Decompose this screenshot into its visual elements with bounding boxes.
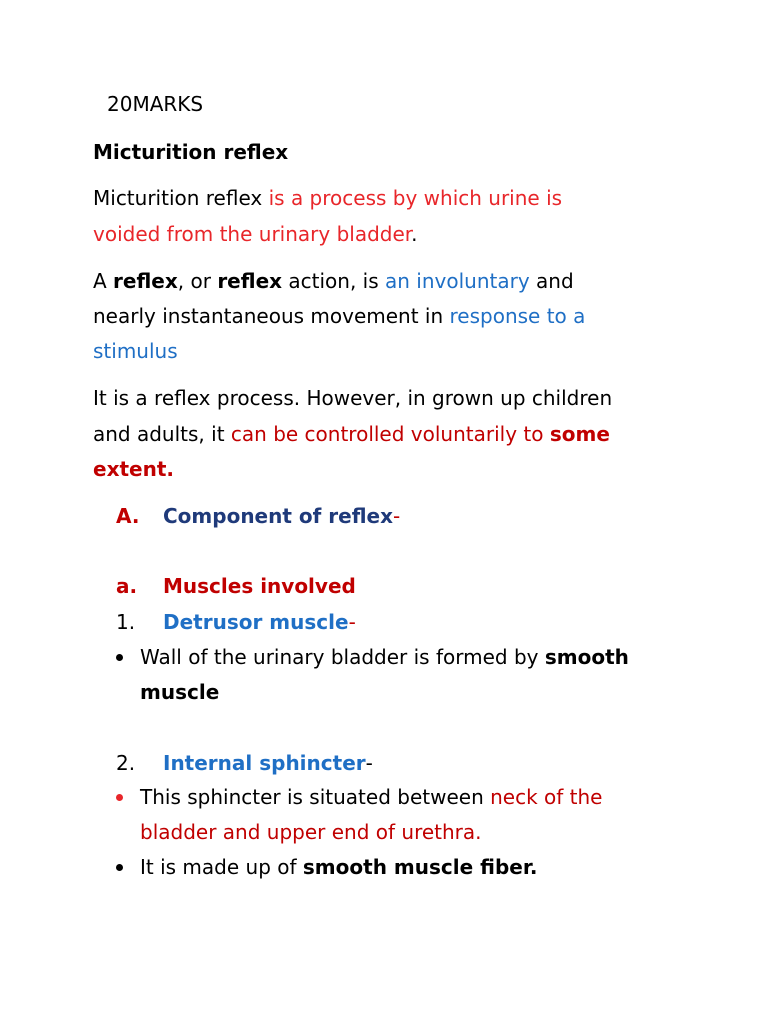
definition-period: . [411, 222, 418, 246]
item-2-bullet-2 [140, 855, 537, 879]
control-red-text: can be controlled voluntarily to [230, 422, 544, 446]
reflex-stimulus: stimulus [93, 339, 178, 363]
reflex-line2-text: nearly instantaneous movement in [93, 304, 444, 328]
section-a-sub-marker: a. [116, 574, 138, 598]
section-a-marker: A. [116, 504, 140, 528]
item-1-bullet-line-1 [140, 645, 629, 669]
item-2-bullet-2-bold: smooth muscle fiber. [302, 855, 538, 879]
reflex-involuntary: an involuntary [385, 269, 530, 293]
reflex-response: response to a [449, 304, 586, 328]
control-some: some [549, 422, 610, 446]
definition-line-2 [93, 222, 418, 246]
item-2-dash: - [365, 751, 373, 775]
section-a-label: Component of reflex [163, 504, 393, 528]
item-2-label: Internal sphincter [163, 751, 366, 775]
marks-label: 20MARKS [107, 92, 204, 116]
reflex-action: action, is [288, 269, 379, 293]
item-1-number: 1. [116, 610, 136, 634]
definition-red-text: is a process by which urine is [268, 186, 563, 210]
item-2-heading [163, 751, 373, 775]
item-2-bullet-1-red-2: bladder and upper end of urethra. [140, 820, 482, 844]
section-a-heading [163, 504, 400, 528]
definition-red-text-2: voided from the urinary bladder [93, 222, 412, 246]
bullet-dot [116, 794, 123, 801]
reflex-or: , or [177, 269, 211, 293]
bullet-dot [116, 864, 123, 871]
page-title: Micturition reflex [93, 140, 289, 164]
item-1-heading [163, 610, 356, 634]
control-line-2 [93, 422, 610, 446]
item-1-label: Detrusor muscle [163, 610, 349, 634]
item-1-bullet-bold-1: smooth [544, 645, 629, 669]
item-1-dash: - [348, 610, 356, 634]
control-line-1: It is a reflex process. However, in grown up children [93, 386, 613, 410]
section-a-dash: - [393, 504, 401, 528]
reflex-word-2: reflex [217, 269, 283, 293]
section-a-sub-label: Muscles involved [163, 574, 356, 598]
control-line2-start: and adults, it [93, 422, 225, 446]
definition-subject: Micturition reflex [93, 186, 263, 210]
reflex-word-1: reflex [113, 269, 178, 293]
reflex-def-line-1 [93, 269, 574, 293]
item-1-bullet-text: Wall of the urinary bladder is formed by [140, 645, 539, 669]
bullet-dot [116, 654, 123, 661]
item-2-bullet-1-text: This sphincter is situated between [140, 785, 484, 809]
reflex-def-line-2 [93, 304, 585, 328]
item-1-bullet-bold-2: muscle [140, 680, 220, 704]
reflex-and: and [536, 269, 574, 293]
definition-line-1 [93, 186, 562, 210]
item-2-bullet-2-text: It is made up of [140, 855, 297, 879]
reflex-def-a: A [93, 269, 107, 293]
item-2-number: 2. [116, 751, 136, 775]
control-extent: extent. [93, 457, 174, 481]
item-2-bullet-1-line-1 [140, 785, 602, 809]
item-2-bullet-1-red-1: neck of the [490, 785, 603, 809]
